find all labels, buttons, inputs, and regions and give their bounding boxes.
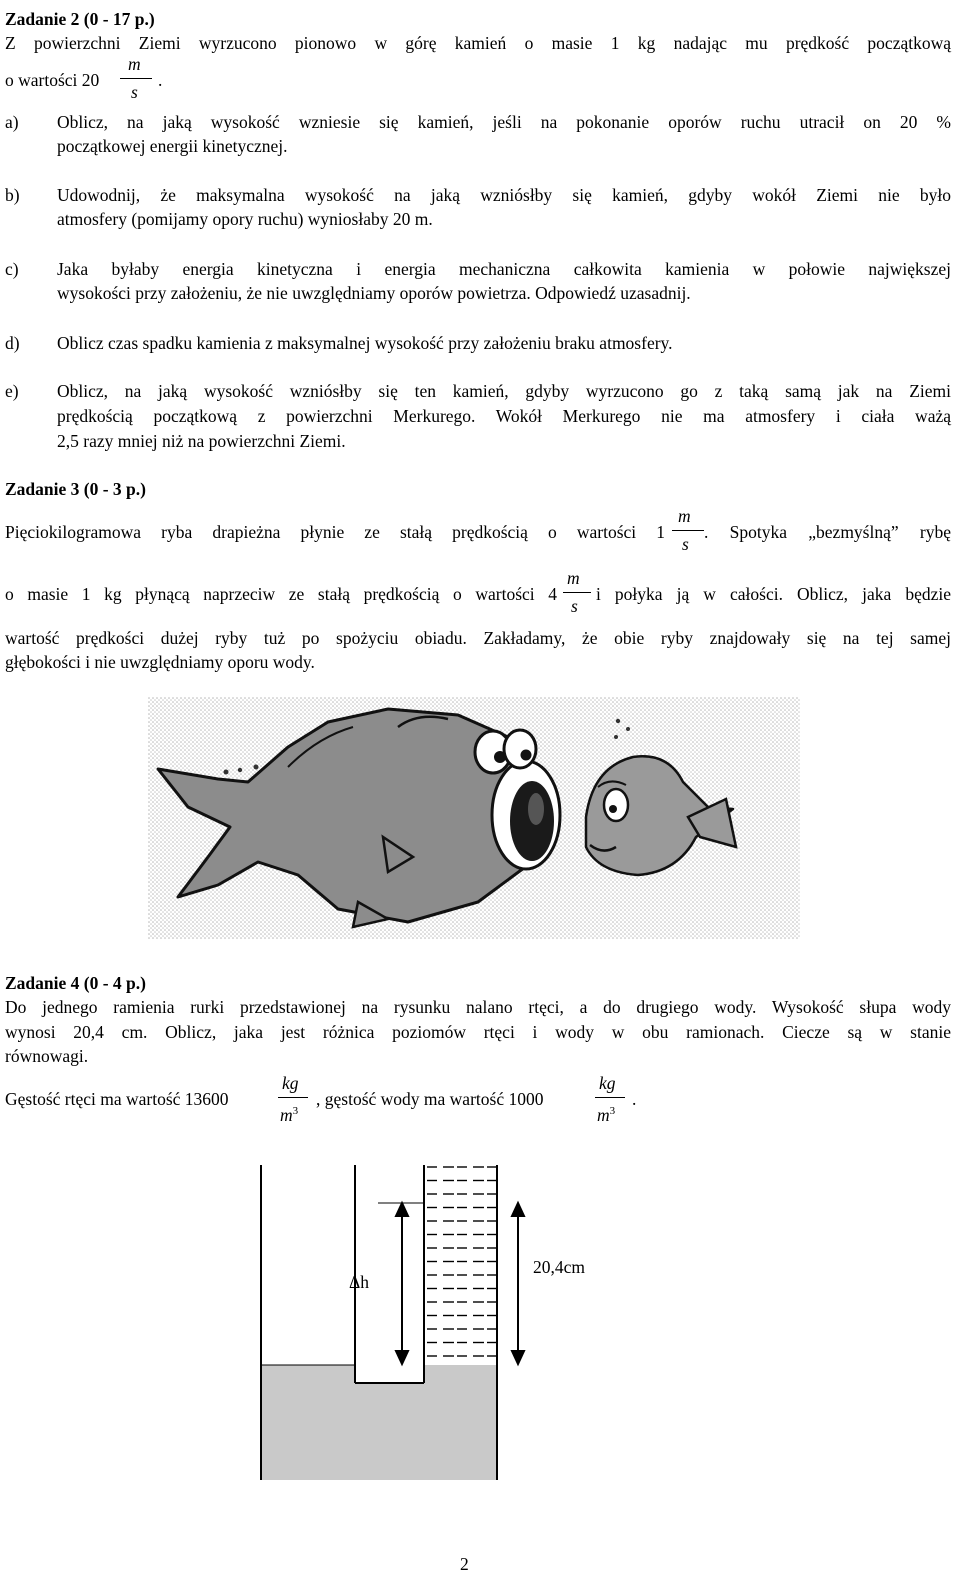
fish-illustration <box>148 697 800 939</box>
fraction-denominator: $m^3$ <box>280 1104 299 1125</box>
item-line: atmosfery (pomijamy opory ruchu) wyniosłaby 20 m. <box>57 209 433 229</box>
task4-line4-mid: , gęstość wody ma wartość 1000 <box>316 1089 544 1109</box>
task4-line2: wynosi 20,4 cm. Oblicz, jaka jest różnica poziomów rtęci i wody w obu ramionach. Ciecze są w stanie <box>5 1022 951 1042</box>
page-number: 2 <box>460 1554 469 1574</box>
item-line: Oblicz, na jaką wysokość wzniesie się kamień, jeśli na pokonanie oporów ruchu utracił on 20 % <box>57 112 951 132</box>
fraction-denominator: s <box>131 82 138 102</box>
unit-fraction-m-per-s <box>672 504 704 556</box>
fraction-numerator: m <box>678 506 691 526</box>
unit-fraction-kg-per-m3 <box>278 1071 312 1125</box>
fraction-numerator: m <box>567 568 580 588</box>
item-line: wysokości przy założeniu, że nie uwzględniamy oporów powietrza. Odpowiedź uzasadnij. <box>57 283 691 303</box>
item-line: Oblicz czas spadku kamienia z maksymalnej wysokość przy założeniu braku atmosfery. <box>57 333 673 353</box>
unit-fraction-kg-per-m3 <box>595 1071 629 1125</box>
fraction-numerator: kg <box>599 1073 616 1093</box>
fraction-denominator: s <box>682 534 689 554</box>
delta-h-label: Δh <box>349 1272 370 1292</box>
task4-line1: Do jednego ramienia rurki przedstawionej na rysunku nalano rtęci, a do drugiego wody. Wysokość słupa wody <box>5 997 951 1017</box>
task3-line1-end: . Spotyka „bezmyślną” rybę <box>704 522 951 542</box>
item-label: e) <box>5 381 19 401</box>
task4-line4: Gęstość rtęci ma wartość 13600 <box>5 1089 229 1109</box>
task3-title: Zadanie 3 (0 - 3 p.) <box>5 479 146 499</box>
task3-line1: Pięciokilogramowa ryba drapieżna płynie ze stałą prędkością o wartości 1 <box>5 522 665 542</box>
fraction-numerator: m <box>128 54 141 74</box>
fraction-bar <box>278 1097 308 1098</box>
fraction-bar <box>595 1097 625 1098</box>
unit-fraction-m-per-s <box>563 566 591 618</box>
task3-line2-end: i połyka ją w całości. Oblicz, jaka będzie <box>596 584 951 604</box>
task3-line2: o masie 1 kg płynącą naprzeciw ze stałą prędkością o wartości 4 <box>5 584 557 604</box>
item-line: Oblicz, na jaką wysokość wzniósłby się ten kamień, gdyby wyrzucono go z taką samą jak na Ziemi <box>57 381 951 401</box>
item-label: b) <box>5 185 20 205</box>
task2-intro-period: . <box>158 70 163 90</box>
task3-line4: głębokości i nie uwzględniamy oporu wody. <box>5 652 315 672</box>
item-label: d) <box>5 333 20 353</box>
height-label: 20,4cm <box>533 1257 586 1277</box>
task2-intro-line1: Z powierzchni Ziemi wyrzucono pionowo w górę kamień o masie 1 kg nadając mu prędkość początkową <box>5 33 951 53</box>
task4-line3: równowagi. <box>5 1046 89 1066</box>
water-column <box>426 1160 496 1365</box>
unit-fraction-m-per-s <box>120 52 152 104</box>
item-line: prędkością początkową z powierzchni Merkurego. Wokół Merkurego nie ma atmosfery i ciała ważą <box>57 406 951 426</box>
fraction-bar <box>120 78 152 79</box>
fraction-denominator: $m^3$ <box>597 1104 616 1125</box>
delta-h-arrow <box>396 1203 408 1364</box>
item-line: 2,5 razy mniej niż na powierzchni Ziemi. <box>57 431 346 451</box>
height-arrow <box>512 1203 524 1364</box>
task3-line3: wartość prędkości dużej ryby tuż po spożyciu obiadu. Zakładamy, że obie ryby znajdowały się na tej samej <box>5 628 951 648</box>
fraction-denominator: s <box>571 596 578 616</box>
item-label: a) <box>5 112 19 132</box>
u-tube-figure <box>260 1160 560 1480</box>
task2-intro-line2: o wartości 20 <box>5 70 100 90</box>
fraction-bar <box>672 530 704 531</box>
fraction-bar <box>563 592 591 593</box>
task4-line4-end: . <box>632 1089 637 1109</box>
item-line: Jaka byłaby energia kinetyczna i energia mechaniczna całkowita kamienia w połowie największej <box>57 259 951 279</box>
task4-title: Zadanie 4 (0 - 4 p.) <box>5 973 146 993</box>
task2-title: Zadanie 2 (0 - 17 p.) <box>5 9 155 29</box>
item-line: początkowej energii kinetycznej. <box>57 136 288 156</box>
fraction-numerator: kg <box>282 1073 299 1093</box>
item-line: Udowodnij, że maksymalna wysokość na jaką wzniósłby się kamień, gdyby wokół Ziemi nie było <box>57 185 951 205</box>
item-label: c) <box>5 259 19 279</box>
